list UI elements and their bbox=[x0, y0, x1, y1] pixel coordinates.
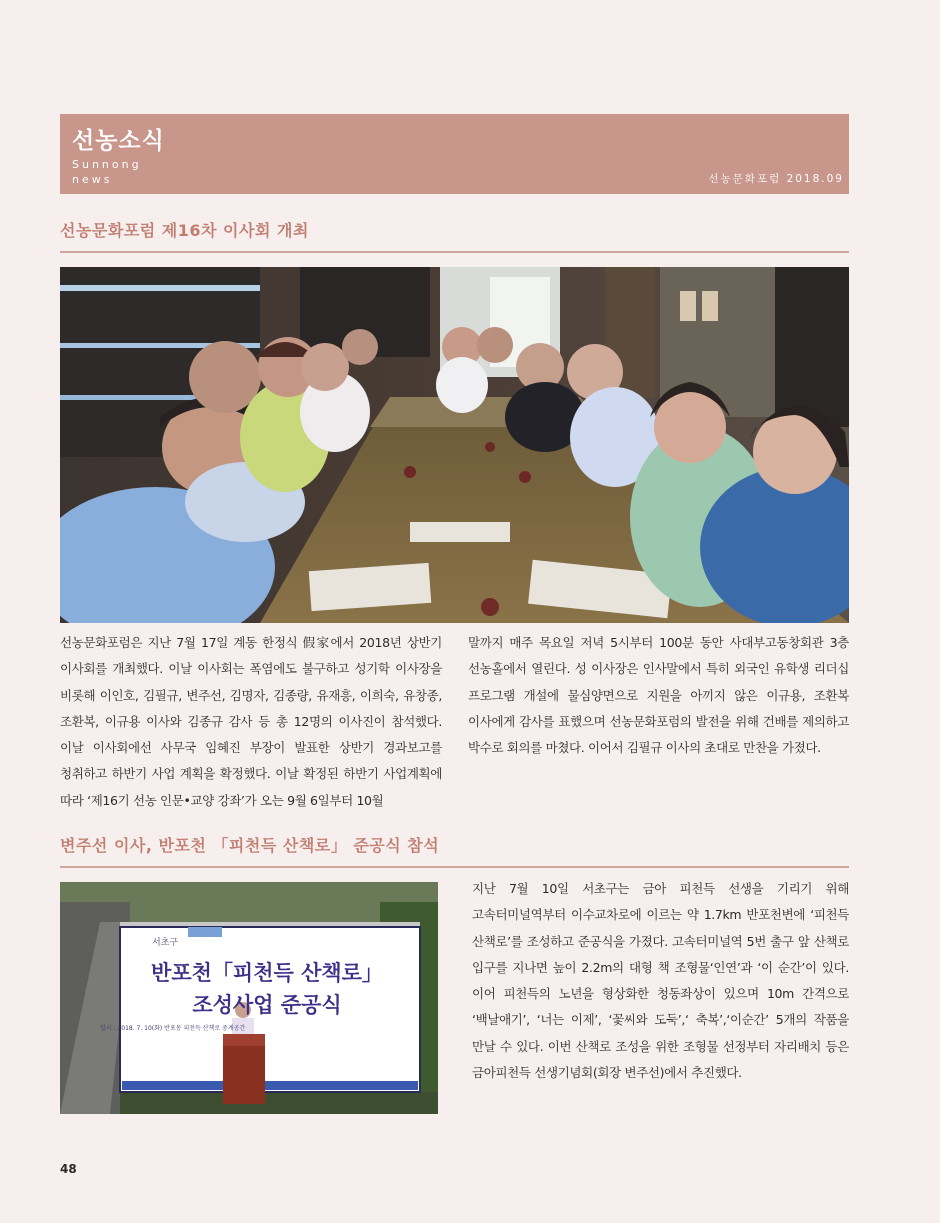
section-subtitle bbox=[72, 157, 142, 187]
page-number: 48 bbox=[60, 1162, 77, 1176]
article2-divider bbox=[60, 866, 849, 868]
subtitle-line-1: Sunnong bbox=[72, 158, 142, 171]
section-title: 선농소식 bbox=[72, 128, 165, 154]
banner-organizer: 서초구 bbox=[152, 938, 179, 948]
ceremony-photo bbox=[60, 882, 438, 1114]
banner-title-line-1: 반포천「피천득 산책로」 bbox=[151, 960, 383, 985]
article2-body: 지난 7월 10일 서초구는 금아 피천득 선생을 기리기 위해 고속터미널역부터 이수교차로에 이르는 약 1.7km 반포천변에 ‘피천득 산책로’를 조성하고 준공식을 가졌다. 고속터미널역 5번 출구 앞 산책로 입구를 지나면 높이 2.2m의 대형 책 조형물‘인연’과 ‘이 순간’이 있다. 이어 피천득의 노년을 형상화한 청동좌상이 있으며 10m 간격으로 ‘백날애기’, ‘너는 이제’, ‘꽃씨와 도둑’,‘ 축복’,‘이순간’ 5개의 작품을 만날 수 있다. 이번 산책로 조성을 위한 조형물 선정부터 자리배치 등은 금아피천득 선생기념회(회장 변주선)에서 추진했다. bbox=[472, 881, 849, 1081]
subtitle-line-2: news bbox=[72, 173, 113, 186]
banner-details: 일시 : 2018. 7. 10(화) 반포동 피천득 산책로 중계공간 bbox=[100, 1025, 246, 1032]
issue-label: 선농문화포럼 2018.09 bbox=[708, 173, 844, 185]
article2-title: 변주선 이사, 반포천 「피천득 산책로」 준공식 참석 bbox=[60, 836, 440, 855]
article1-body-column-1: 선농문화포럼은 지난 7월 17일 계동 한정식 假家에서 2018년 상반기 이사회를 개최했다. 이날 이사회는 폭염에도 불구하고 성기학 이사장을 비롯해 이인호, 김필규, 변주선, 김명자, 김종량, 유재흥, 이희숙, 유창종, 조환복, 이규용 이사와 김종규 감사 등 총 12명의 이사진이 참석했다. 이날 이사회에선 사무국 임혜진 부장이 발표한 상반기 경과보고를 청취하고 하반기 사업 계획을 확정했다. 이날 확정된 하반기 사업계획에 따라 ‘제16기 선농 인문•교양 강좌’가 오는 9월 6일부터 10월 bbox=[60, 635, 442, 808]
banner-title-line-2: 조성사업 준공식 bbox=[192, 992, 342, 1017]
board-meeting-photo bbox=[60, 267, 849, 623]
article1-title: 선농문화포럼 제16차 이사회 개최 bbox=[60, 221, 309, 240]
article1-body-column-2: 말까지 매주 목요일 저녁 5시부터 100분 동안 사대부고동창회관 3층 선농홀에서 열린다. 성 이사장은 인사말에서 특히 외국인 유학생 리더십 프로그램 개설에 물심양면으로 지원을 아끼지 않은 이규용, 조환복 이사에게 감사를 표했으며 선농문화포럼의 발전을 위해 건배를 제의하고 박수로 회의를 마쳤다. 이어서 김필규 이사의 초대로 만찬을 가졌다. bbox=[468, 635, 849, 756]
article1-divider bbox=[60, 251, 849, 253]
